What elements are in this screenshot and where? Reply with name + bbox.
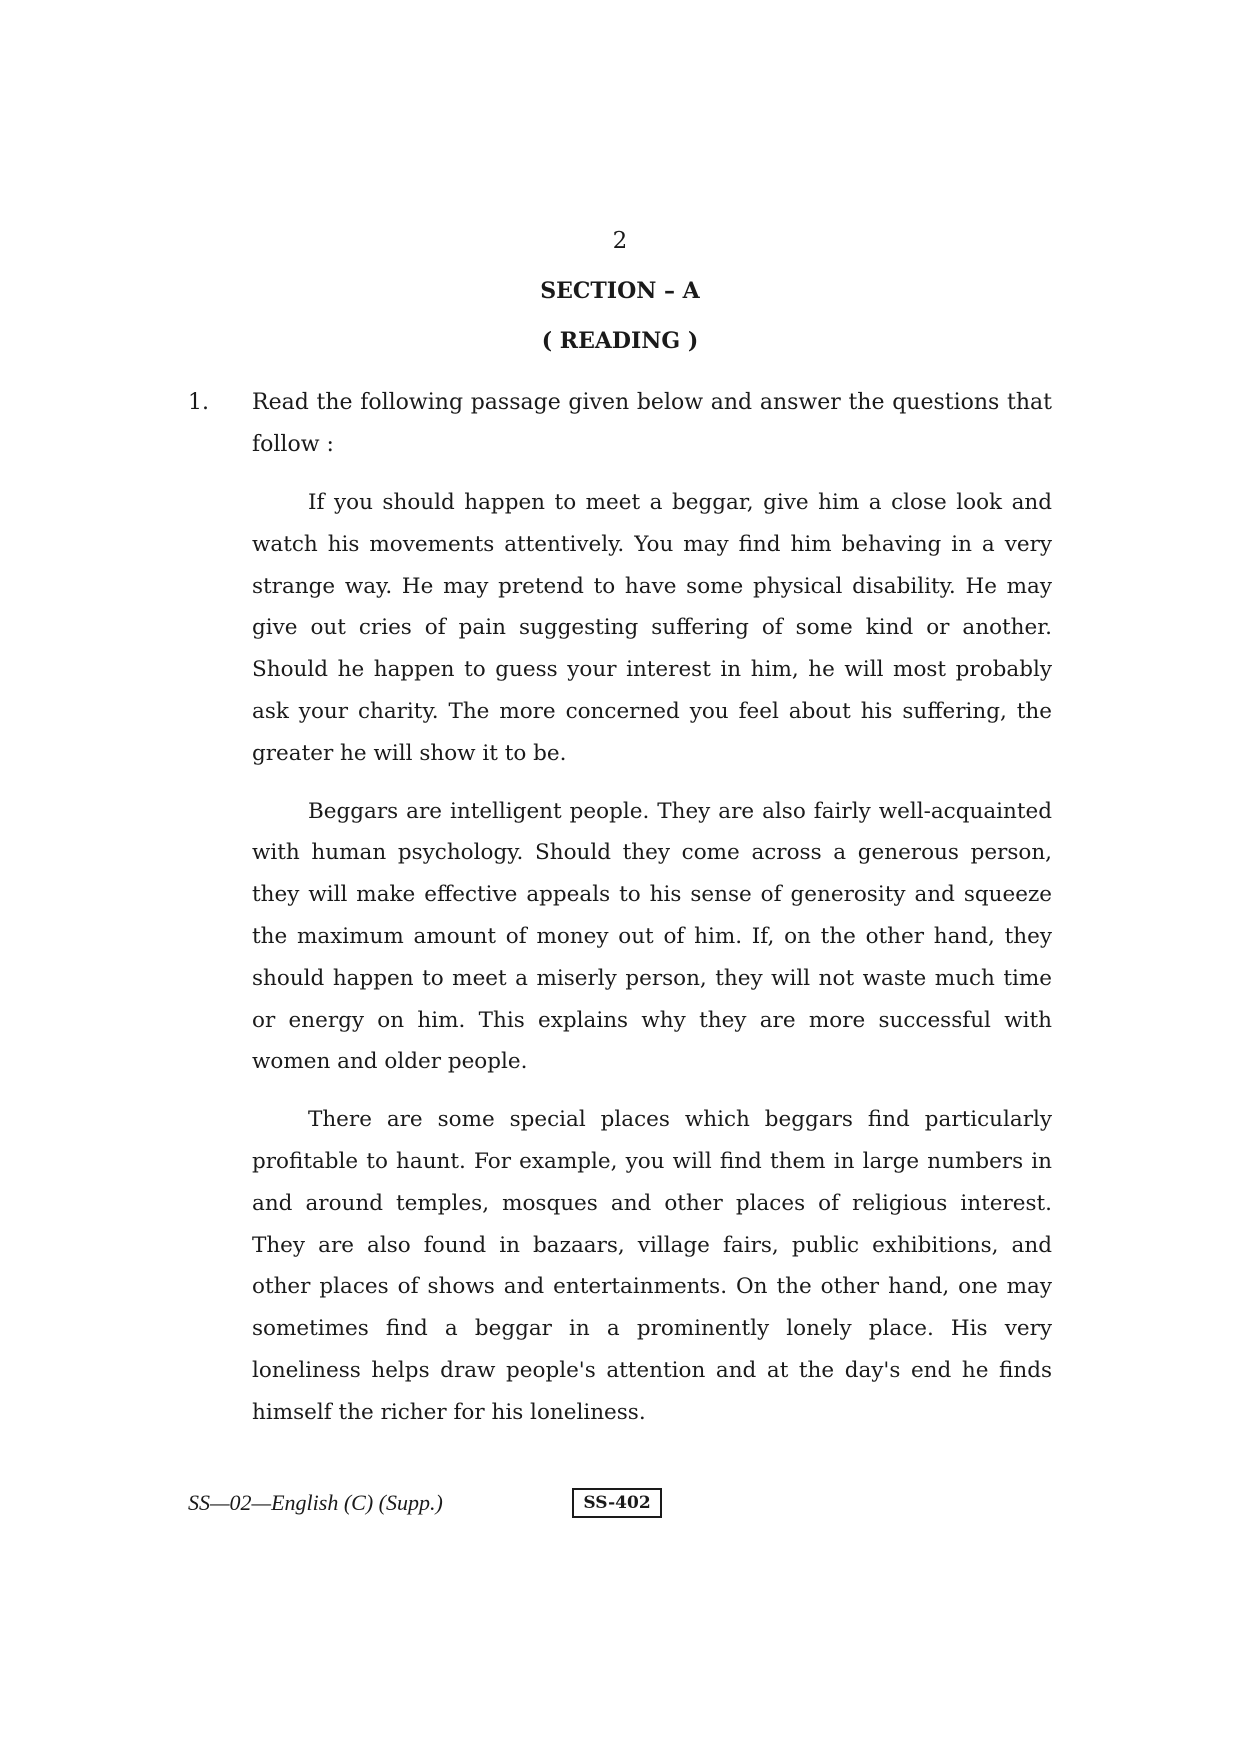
section-subheading: ( READING )	[541, 328, 699, 354]
question-number: 1.	[188, 390, 209, 415]
passage-paragraph-3: There are some special places which beggars find particularly profitable to haunt. For example, you will find them in large numbers in and around temples, mosques and other places of religious interest. They are also found in bazaars, village fairs, public exhibitions, and other places of shows and entertainments. On the other hand, one may sometimes find a beggar in a prominently lonely place. His very loneliness helps draw people's attention and at the day's end he finds himself the richer for his loneliness.	[252, 1107, 1052, 1425]
section-heading: SECTION – A	[540, 278, 700, 304]
footer-series-badge: SS-402	[572, 1488, 662, 1518]
footer-paper-code: SS—02—English (C) (Supp.)	[188, 1490, 443, 1515]
passage-paragraph-2: Beggars are intelligent people. They are also fairly well-acquainted with human psychology. Should they come across a generous person, they will make effective appeals to his sense of generosity and squeeze the maximum amount of money out of him. If, on the other hand, they should happen to meet a miserly person, they will not waste much time or energy on him. This explains why they are more successful with women and older people.	[252, 798, 1052, 1075]
question-instruction: Read the following passage given below and answer the questions that follow :	[252, 390, 1052, 457]
passage-paragraph-1: If you should happen to meet a beggar, give him a close look and watch his movements attentively. You may find him behaving in a very strange way. He may pretend to have some physical disability. He may give out cries of pain suggesting suffering of some kind or another. Should he happen to guess your interest in him, he will most probably ask your charity. The more concerned you feel about his suffering, the greater he will show it to be.	[252, 490, 1052, 766]
page-number: 2	[612, 228, 628, 254]
question-body	[252, 382, 1052, 1450]
